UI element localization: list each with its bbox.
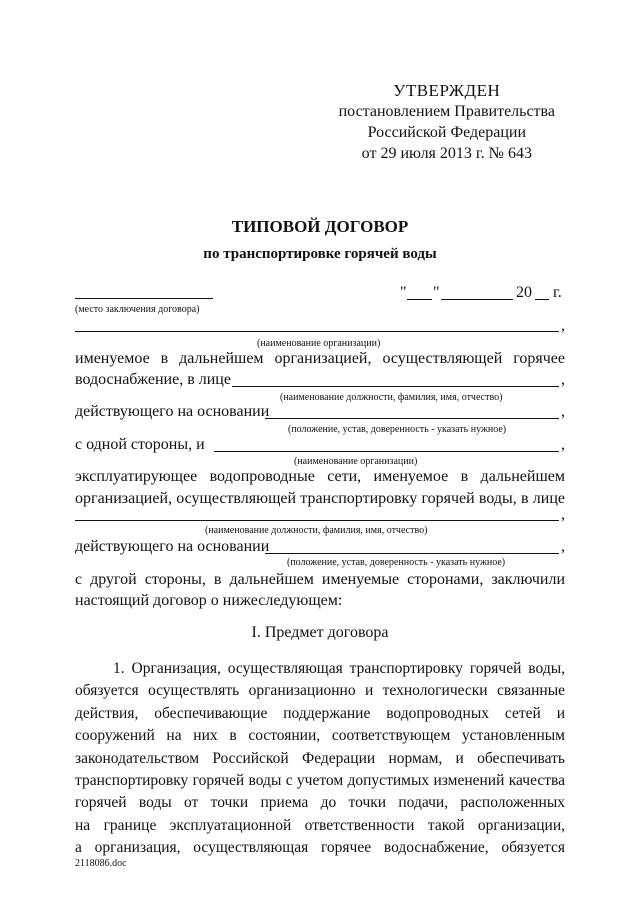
basis-caption: (положение, устав, доверенность - указать нужное) — [288, 424, 507, 435]
footer-filename: 2118086.doc — [75, 858, 127, 869]
text-line-8: с другой стороны, в дальнейшем именуемые сторонами, заключили — [75, 571, 565, 588]
paragraph-line: обязуется осуществлять организационно и технологически связанные — [75, 682, 565, 700]
text-line-4: с одной стороны, и — [75, 436, 205, 453]
position2-blank-line — [75, 520, 559, 521]
paragraph-line: горячей воды от точки приема до точки подачи, расположенных — [75, 794, 565, 812]
document-subtitle: по транспортировке горячей воды — [203, 246, 437, 262]
date-quote-open: " — [400, 284, 407, 301]
comma: , — [561, 436, 565, 453]
basis2-caption: (положение, устав, доверенность - указать нужное) — [287, 557, 506, 568]
approval-line-3: от 29 июля 2013 г. № 643 — [361, 145, 532, 162]
date-month-blank — [441, 299, 513, 300]
basis2-blank-line — [265, 553, 559, 554]
paragraph-line: на границе эксплуатационной ответственности такой организации, — [75, 816, 565, 834]
paragraph-line: 1. Организация, осуществляющая транспортировку горячей воды, — [113, 660, 565, 677]
text-line-5: эксплуатирующее водопроводные сети, именуемое в дальнейшем — [75, 468, 565, 485]
date-year-prefix: 20 — [516, 284, 532, 301]
paragraph-line: действия, обеспечивающие поддержание водопроводных сетей и — [75, 704, 565, 722]
org-name-blank-line — [75, 331, 559, 332]
comma: , — [561, 371, 565, 388]
place-caption: (место заключения договора) — [75, 304, 200, 315]
date-day-blank — [407, 299, 432, 300]
paragraph-line: транспортировку горячей воды с учетом допустимых изменений качества — [75, 772, 565, 790]
paragraph-1 — [75, 658, 565, 860]
text-line-3: действующего на основании — [75, 403, 270, 420]
date-year-blank — [535, 299, 549, 300]
text-line-1: именуемое в дальнейшем организацией, осуществляющей горячее — [75, 350, 565, 367]
section-heading: I. Предмет договора — [251, 624, 389, 641]
position2-caption: (наименование должности, фамилия, имя, отчество) — [205, 525, 428, 536]
date-quote-close: " — [433, 284, 440, 301]
comma: , — [561, 317, 565, 334]
paragraph-line: законодательством Российской Федерации нормам, и обеспечивать — [75, 749, 565, 767]
text-line-7: действующего на основании — [75, 538, 270, 555]
paragraph-line: сооружений на них в состоянии, соответствующем установленным — [75, 727, 565, 745]
document-title: ТИПОВОЙ ДОГОВОР — [231, 217, 409, 236]
org-name2-caption: (наименование организации) — [294, 456, 418, 467]
org-name2-blank-line — [214, 451, 559, 452]
approval-line-2: Российской Федерации — [367, 124, 527, 141]
text-line-9: настоящий договор о нижеследующем: — [75, 592, 343, 609]
comma: , — [561, 403, 565, 420]
place-blank-line — [75, 298, 213, 299]
paragraph-line: а организация, осуществляющая горячее водоснабжение, обязуется — [75, 839, 565, 857]
position-caption: (наименование должности, фамилия, имя, отчество) — [280, 392, 503, 403]
approval-head: УТВЕРЖДЕН — [393, 81, 501, 100]
comma: , — [561, 538, 565, 555]
comma: , — [561, 506, 565, 523]
basis-blank-line — [265, 418, 559, 419]
approval-block — [339, 80, 555, 164]
approval-line-1: постановлением Правительства — [338, 103, 555, 120]
date-year-suffix: г. — [553, 284, 562, 301]
text-line-2: водоснабжение, в лице — [75, 371, 231, 388]
position-blank-line — [232, 386, 559, 387]
org-name-caption: (наименование организации) — [257, 338, 381, 349]
text-line-6: организацией, осуществляющей транспортировку горячей воды, в лице — [75, 490, 565, 507]
